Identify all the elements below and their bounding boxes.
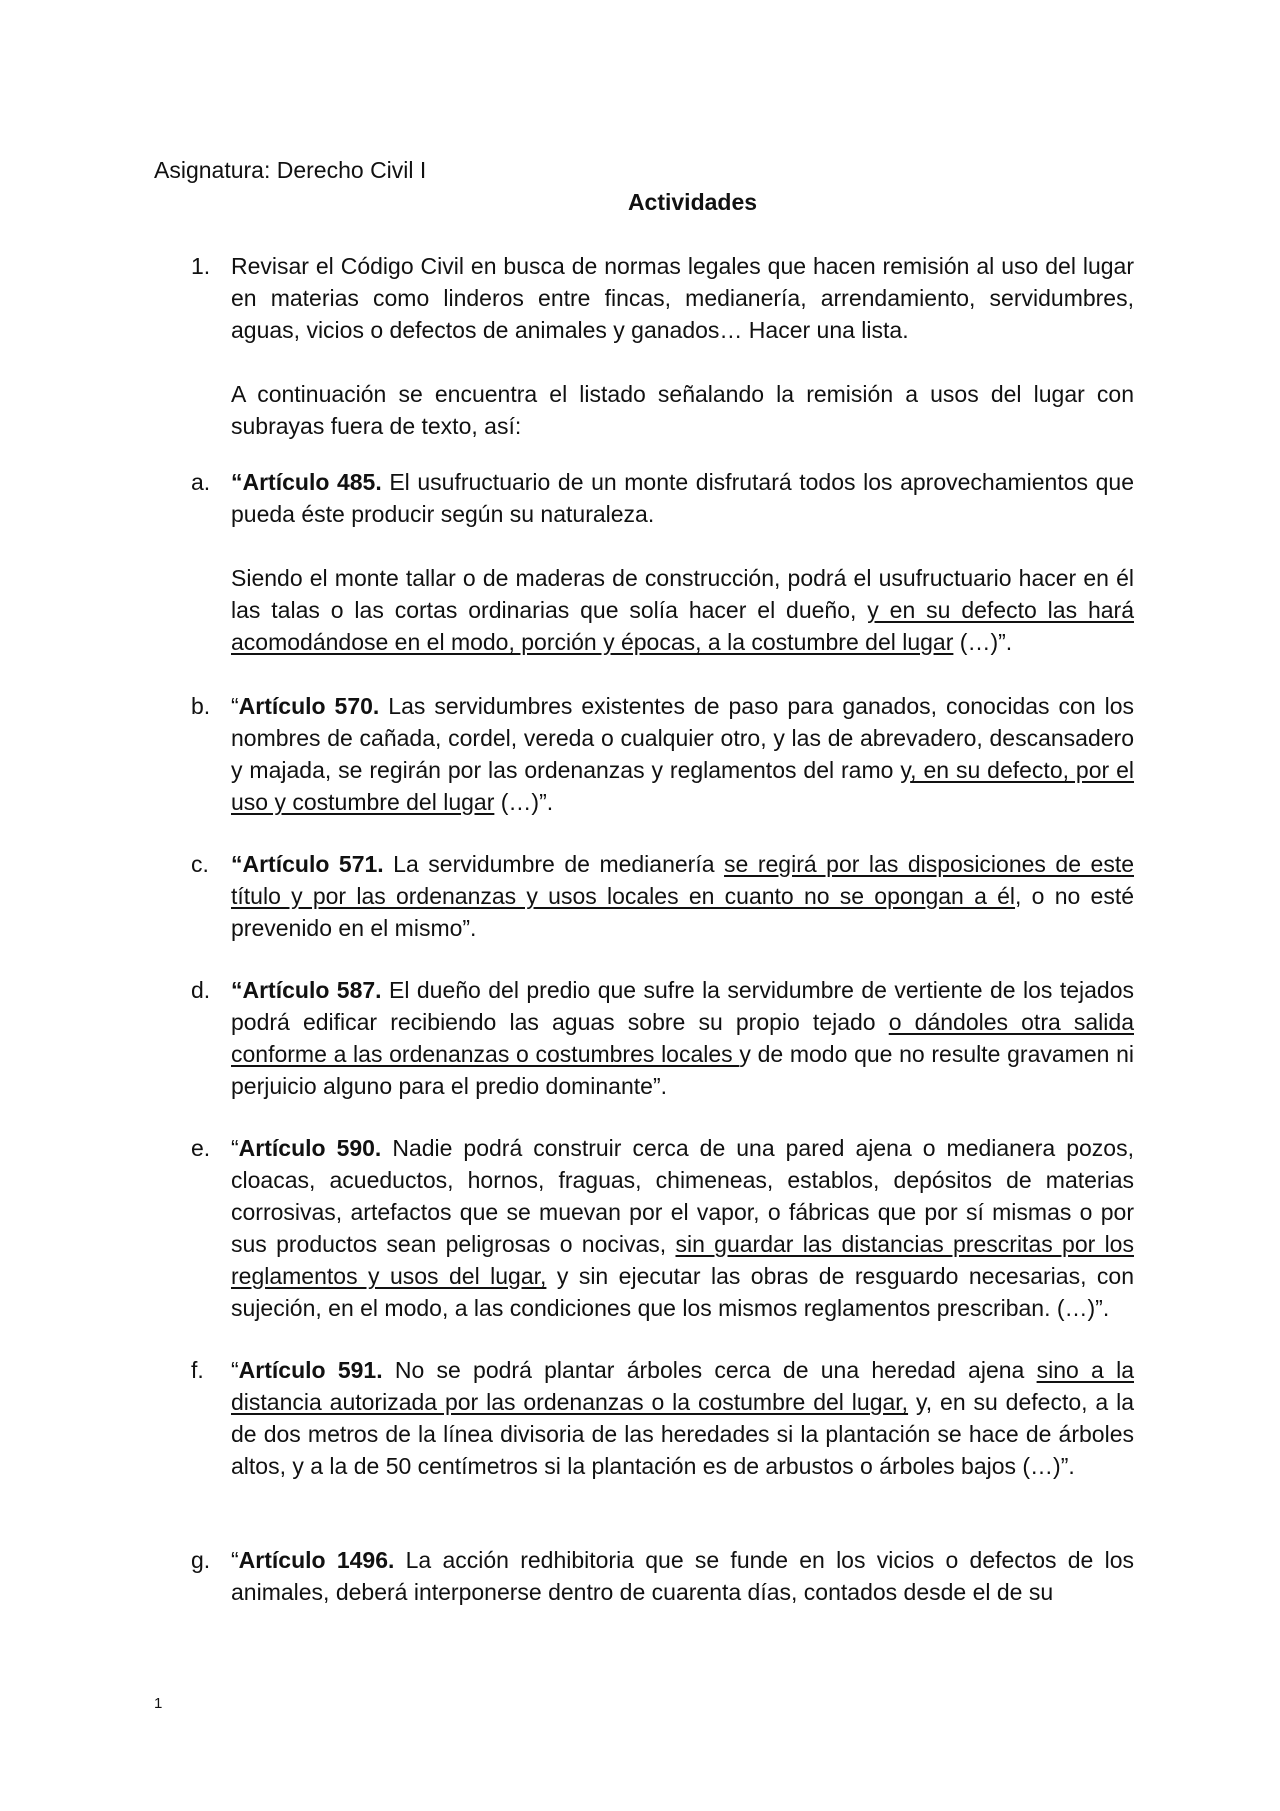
- article-text: , o no esté prevenido en el mismo”.: [231, 883, 1134, 941]
- list-item: [231, 848, 1134, 944]
- article-heading: Artículo 591.: [238, 1357, 383, 1383]
- article-text: (…)”.: [953, 629, 1013, 655]
- activity-block: [231, 250, 1134, 442]
- open-quote: “: [231, 1547, 239, 1573]
- list-marker: e.: [191, 1135, 211, 1161]
- article-heading: Artículo 590.: [238, 1135, 382, 1161]
- underlined-text: sin guardar las distancias prescritas por los reglamentos y usos del lugar,: [231, 1231, 1134, 1289]
- article-text: (…)”.: [494, 789, 554, 815]
- list-item: [231, 690, 1134, 818]
- article-text: El dueño del predio que sufre la servidumbre de vertiente de los tejados podrá edificar recibiendo las aguas sobre su propio tejado: [231, 977, 1134, 1035]
- page-title: Actividades: [627, 189, 758, 215]
- article-heading: Artículo 570.: [238, 693, 380, 719]
- article-text: y sin ejecutar las obras de resguardo necesarias, con sujeción, en el modo, a las condiciones que los mismos reglamentos prescriban. (…)”.: [231, 1263, 1134, 1321]
- underlined-text: , en su defecto, por el uso y costumbre del lugar: [231, 757, 1134, 815]
- activity-intro: A continuación se encuentra el listado señalando la remisión a usos del lugar con subrayas fuera de texto, así:: [231, 381, 1134, 439]
- list-marker: g.: [191, 1547, 211, 1573]
- underlined-text: se regirá por las disposiciones de este título y por las ordenanzas y usos locales en cuanto no se opongan a él: [231, 851, 1134, 909]
- underlined-text: sino a la distancia autorizada por las ordenanzas o la costumbre del lugar,: [231, 1357, 1134, 1415]
- article-paragraph: [231, 1354, 1134, 1482]
- open-quote: “: [231, 469, 243, 495]
- list-item: [231, 974, 1134, 1102]
- list-marker: b.: [191, 693, 211, 719]
- underlined-text: o dándoles otra salida conforme a las ordenanzas o costumbres locales: [231, 1009, 1134, 1067]
- page-number: 1: [154, 1695, 163, 1712]
- article-text: La servidumbre de medianería: [383, 851, 725, 877]
- list-marker: c.: [191, 851, 209, 877]
- article-text: Siendo el monte tallar o de maderas de construcción, podrá el usufructuario hacer en él las talas o las cortas ordinarias que solía hacer el dueño,: [231, 565, 1134, 623]
- article-text: y de modo que no resulte gravamen ni perjuicio alguno para el predio dominante”.: [231, 1041, 1134, 1099]
- article-text: Nadie podrá construir cerca de una pared ajena o medianera pozos, cloacas, acueductos, hornos, fraguas, chimeneas, establos, depósitos de materias corrosivas, artefactos que se muevan por el vapor, o fábricas que por sí mismas o por sus productos sean peligrosas o nocivas,: [231, 1135, 1134, 1257]
- article-heading: Artículo 1496.: [238, 1547, 395, 1573]
- list-item: [231, 1132, 1134, 1324]
- open-quote: “: [231, 851, 243, 877]
- article-text: El usufructuario de un monte disfrutará todos los aprovechamientos que pueda éste producir según su naturaleza.: [231, 469, 1134, 527]
- open-quote: “: [231, 1135, 239, 1161]
- article-text: y, en su defecto, a la de dos metros de la línea divisoria de las heredades si la plantación se hace de árboles altos, y a la de 50 centímetros si la plantación es de arbustos o árboles bajos (…)”.: [231, 1389, 1134, 1479]
- list-item: [231, 1354, 1134, 1482]
- article-heading: Artículo 587.: [242, 977, 382, 1003]
- activity-text: Revisar el Código Civil en busca de normas legales que hacen remisión al uso del lugar en materias como linderos entre fincas, medianería, arrendamiento, servidumbres, aguas, vicios o defectos de animales y ganados… Hacer una lista.: [231, 253, 1134, 343]
- open-quote: “: [231, 1357, 239, 1383]
- article-paragraph: [231, 1132, 1134, 1324]
- list-marker: d.: [191, 977, 211, 1003]
- article-heading: Artículo 485.: [242, 469, 382, 495]
- activity-number: 1.: [191, 253, 211, 279]
- article-paragraph: [231, 974, 1134, 1102]
- list-item: [231, 466, 1134, 658]
- list-marker: f.: [191, 1357, 204, 1383]
- article-text: La acción redhibitoria que se funde en los vicios o defectos de los animales, deberá interponerse dentro de cuarenta días, contados desde el de su: [231, 1547, 1134, 1605]
- article-heading: Artículo 571.: [242, 851, 384, 877]
- article-paragraph: [231, 562, 1134, 658]
- open-quote: “: [231, 977, 243, 1003]
- article-text: No se podrá plantar árboles cerca de una heredad ajena: [382, 1357, 1037, 1383]
- article-paragraph: [231, 848, 1134, 944]
- underlined-text: y en su defecto las hará acomodándose en el modo, porción y épocas, a la costumbre del lugar: [231, 597, 1134, 655]
- open-quote: “: [231, 693, 239, 719]
- article-paragraph: [231, 690, 1134, 818]
- list-marker: a.: [191, 469, 211, 495]
- article-paragraph: [231, 466, 1134, 530]
- article-paragraph: [231, 1544, 1134, 1608]
- article-text: Las servidumbres existentes de paso para ganados, conocidas con los nombres de cañada, cordel, vereda o cualquier otro, y las de abrevadero, descansadero y majada, se regirán por las ordenanzas y reglamentos del ramo y: [231, 693, 1134, 783]
- subject-line: Asignatura: Derecho Civil I: [154, 157, 427, 183]
- list-item: [231, 1544, 1134, 1608]
